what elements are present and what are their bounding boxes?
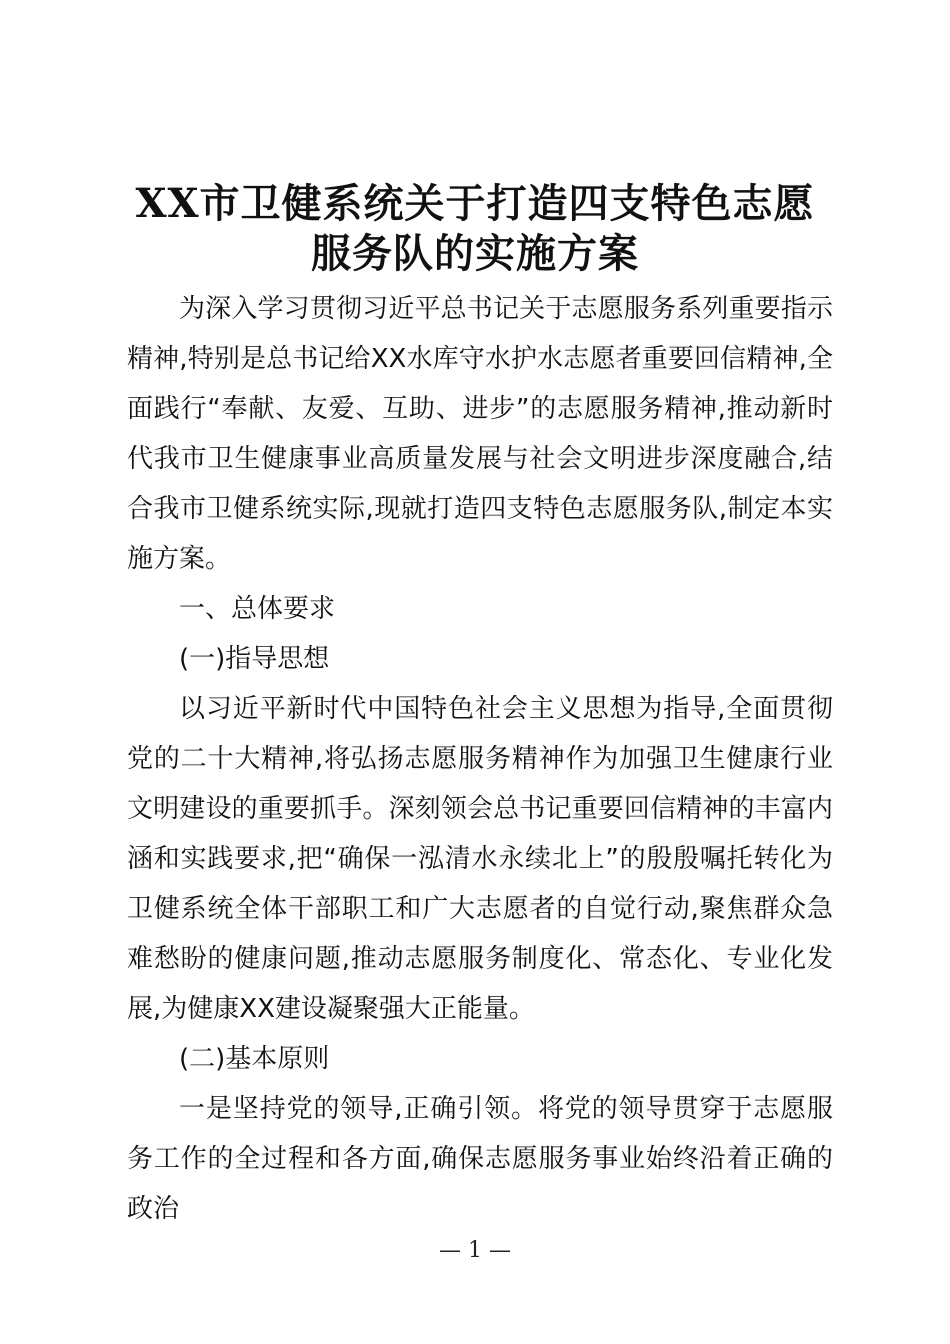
page-number: — 1 — — [439, 1238, 511, 1263]
document-title-line-1: XX市卫健系统关于打造四支特色志愿 — [135, 180, 815, 227]
intro-paragraph: 为深入学习贯彻习近平总书记关于志愿服务系列重要指示精神,特别是总书记给XX水库守水护水志愿者重要回信精神,全面践行“奉献、友爱、互助、进步”的志愿服务精神,推动新时代我市卫生健康事业高质量发展与社会文明进步深度融合,结合我市卫健系统实际,现就打造四支特色志愿服务队,制定本实施方案。 — [127, 294, 833, 574]
document-title-line-2: 服务队的实施方案 — [311, 230, 639, 277]
section-heading-1: 一、总体要求 — [179, 594, 336, 624]
document-body — [127, 284, 833, 1234]
subsection-heading-1: (一)指导思想 — [179, 644, 330, 674]
guiding-thought-paragraph: 以习近平新时代中国特色社会主义思想为指导,全面贯彻党的二十大精神,将弘扬志愿服务精神作为加强卫生健康行业文明建设的重要抓手。深刻领会总书记重要回信精神的丰富内涵和实践要求,把“确保一泓清水永续北上”的殷殷嘱托转化为卫健系统全体干部职工和广大志愿者的自觉行动,聚焦群众急难愁盼的健康问题,推动志愿服务制度化、常态化、专业化发展,为健康XX建设凝聚强大正能量。 — [127, 694, 833, 1024]
subsection-heading-2: (二)基本原则 — [179, 1044, 330, 1074]
principle-paragraph: 一是坚持党的领导,正确引领。将党的领导贯穿于志愿服务工作的全过程和各方面,确保志愿服务事业始终沿着正确的政治 — [127, 1094, 833, 1224]
